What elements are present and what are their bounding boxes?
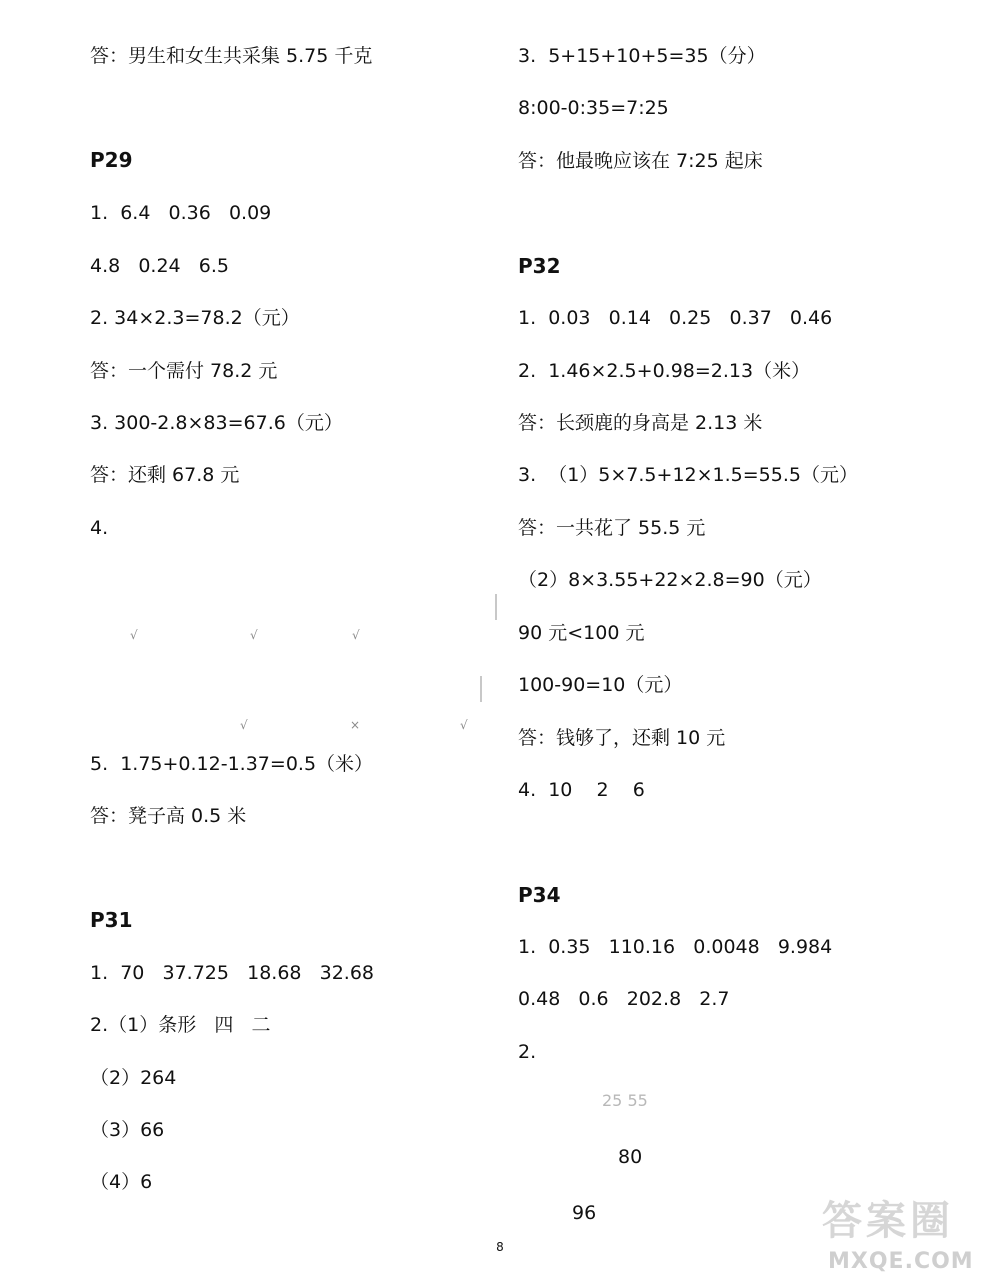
- answer-line: 5. 1.75+0.12-1.37=0.5（米）: [90, 753, 374, 775]
- answer-line: 2.: [518, 1041, 537, 1063]
- check-mark: √: [240, 718, 248, 732]
- answer-line: 答：男生和女生共采集 5.75 千克: [90, 45, 373, 67]
- answer-line: 96: [572, 1202, 597, 1224]
- left-column: [90, 0, 520, 1285]
- answer-line: 1. 0.35 110.16 0.0048 9.984: [518, 936, 833, 958]
- answer-line: 1. 6.4 0.36 0.09: [90, 202, 272, 224]
- answer-line: 2. 34×2.3=78.2（元）: [90, 307, 300, 329]
- answer-line: 3. （1）5×7.5+12×1.5=55.5（元）: [518, 464, 858, 486]
- answer-line: 0.48 0.6 202.8 2.7: [518, 988, 730, 1010]
- check-mark: √: [352, 628, 360, 642]
- watermark-url: MXQE.COM: [828, 1249, 974, 1274]
- answer-line: 2.（1）条形 四 二: [90, 1014, 271, 1036]
- answer-line: 4.: [90, 517, 109, 539]
- answer-line: 答：还剩 67.8 元: [90, 464, 240, 486]
- faint-figure-text: 25 55: [602, 1091, 648, 1110]
- answer-line: 100-90=10（元）: [518, 674, 683, 696]
- answer-line: 答：钱够了，还剩 10 元: [518, 727, 726, 749]
- check-mark: √: [460, 718, 468, 732]
- check-mark: √: [130, 628, 138, 642]
- watermark-logo: [822, 1196, 1000, 1285]
- answer-line: 1. 0.03 0.14 0.25 0.37 0.46: [518, 307, 833, 329]
- answer-line: 3. 300-2.8×83=67.6（元）: [90, 412, 343, 434]
- answer-line: （2）264: [90, 1067, 177, 1089]
- answer-line: 答：凳子高 0.5 米: [90, 805, 247, 827]
- answer-line: 答：一共花了 55.5 元: [518, 517, 706, 539]
- section-heading-p34: P34: [518, 883, 561, 907]
- section-heading-p29: P29: [90, 148, 133, 172]
- answer-line: 答：一个需付 78.2 元: [90, 360, 278, 382]
- answer-line: （2）8×3.55+22×2.8=90（元）: [518, 569, 822, 591]
- answer-line: 80: [618, 1146, 643, 1168]
- answer-line: 1. 70 37.725 18.68 32.68: [90, 962, 375, 984]
- page-number: 8: [496, 1240, 504, 1254]
- answer-line: 答：他最晚应该在 7:25 起床: [518, 150, 763, 172]
- section-heading-p32: P32: [518, 254, 561, 278]
- answer-line: 90 元<100 元: [518, 622, 645, 644]
- answer-line: （4）6: [90, 1171, 153, 1193]
- answer-line: 8:00-0:35=7:25: [518, 97, 669, 119]
- right-column: [518, 0, 948, 1285]
- answer-line: 3. 5+15+10+5=35（分）: [518, 45, 766, 67]
- watermark-logo-text: 答案圈: [822, 1198, 954, 1244]
- check-mark: √: [250, 628, 258, 642]
- answer-line: 2. 1.46×2.5+0.98=2.13（米）: [518, 360, 811, 382]
- answer-line: 答：长颈鹿的身高是 2.13 米: [518, 412, 763, 434]
- answer-line: 4. 10 2 6: [518, 779, 645, 801]
- faint-divider: [480, 676, 482, 702]
- cross-mark: ×: [350, 718, 361, 732]
- answer-line: （3）66: [90, 1119, 165, 1141]
- section-heading-p31: P31: [90, 908, 133, 932]
- answer-line: 4.8 0.24 6.5: [90, 255, 229, 277]
- faint-divider: [495, 594, 497, 620]
